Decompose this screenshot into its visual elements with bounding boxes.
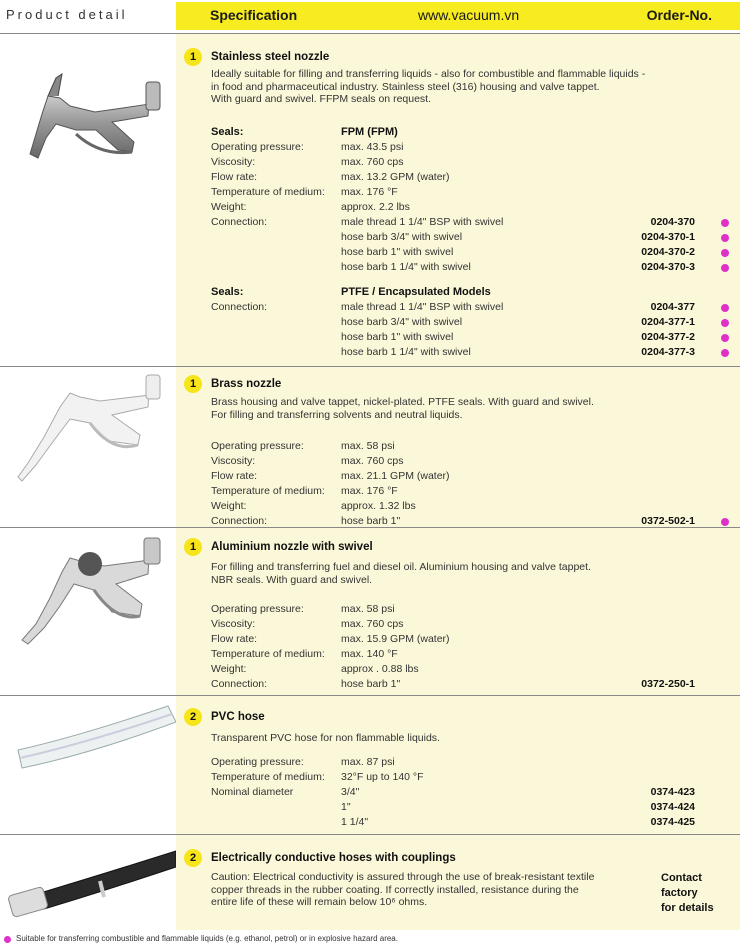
spec-label: Viscosity: [211, 618, 256, 630]
spec-label: Nominal diameter [211, 786, 294, 798]
order-number: 0372-502-1 [641, 515, 695, 527]
spec-label: Temperature of medium: [211, 186, 325, 198]
pvc-hose-image [0, 696, 176, 834]
spec-label: Temperature of medium: [211, 648, 325, 660]
section-conductive-hoses [176, 835, 740, 930]
spec-value: max. 140 °F [341, 648, 398, 660]
spec-row [211, 346, 731, 361]
spec-value: hose barb 1" with swivel [341, 246, 454, 258]
spec-label: Connection: [211, 301, 268, 313]
product-description: Brass housing and valve tappet, nickel-plated. PTFE seals. With guard and swivel. For filling and transferring solvents and neutral liquids. [211, 396, 594, 421]
spec-label: Seals: [211, 286, 244, 298]
stainless-nozzle-icon [0, 34, 176, 366]
spec-label: Connection: [211, 678, 268, 690]
brass-nozzle-image [0, 367, 176, 527]
flammable-dot-icon [721, 518, 729, 526]
spec-label: Viscosity: [211, 156, 256, 168]
conductive-hose-image [0, 835, 176, 930]
section-stainless-steel-nozzle [176, 34, 740, 366]
spec-label: Operating pressure: [211, 141, 304, 153]
spec-row [211, 633, 731, 648]
spec-label: Connection: [211, 515, 268, 527]
spec-label: Viscosity: [211, 455, 256, 467]
spec-value: hose barb 1" with swivel [341, 331, 454, 343]
flammable-dot-icon [721, 234, 729, 242]
spec-row [211, 331, 731, 346]
aluminium-nozzle-image [0, 528, 176, 695]
spec-label: Operating pressure: [211, 440, 304, 452]
spec-row [211, 216, 731, 231]
spec-label: Connection: [211, 216, 268, 228]
spec-row [211, 301, 731, 316]
spec-value: max. 87 psi [341, 756, 395, 768]
spec-value: max. 58 psi [341, 603, 395, 615]
product-description: Ideally suitable for filling and transferring liquids - also for combustible and flammable liquids - in food and pharmaceutical industry. Stainless steel (316) housing and valve tappet. With guard and swivel. FFPM seals on request. [211, 68, 646, 105]
spec-value: max. 760 cps [341, 455, 404, 467]
spec-row [211, 816, 731, 831]
spec-value: max. 13.2 GPM (water) [341, 171, 450, 183]
spec-value: hose barb 1" [341, 515, 401, 527]
spec-row [211, 261, 731, 276]
order-number: 0204-370-3 [641, 261, 695, 273]
product-description: Caution: Electrical conductivity is assured through the use of break-resistant textile copper threads in the rubber coating. If correctly installed, resistance during the entire life of these will remain below 10⁶ ohms. [211, 871, 595, 908]
spec-row [211, 485, 731, 500]
spec-row [211, 455, 731, 470]
order-number: 0204-377 [650, 301, 695, 313]
spec-value: hose barb 1" [341, 678, 401, 690]
spec-row [211, 801, 731, 816]
spec-label: Temperature of medium: [211, 771, 325, 783]
product-title: Aluminium nozzle with swivel [211, 541, 373, 553]
website-link[interactable]: www.vacuum.vn [418, 7, 520, 23]
spec-row [211, 756, 731, 771]
product-detail-label: Product detail [6, 7, 128, 22]
spec-row [211, 126, 731, 141]
header [0, 0, 740, 32]
product-title: Electrically conductive hoses with couplings [211, 852, 456, 864]
spec-value: 3/4" [341, 786, 360, 798]
order-no-label: Order-No. [646, 7, 712, 23]
flammable-dot-icon [721, 264, 729, 272]
spec-row [211, 603, 731, 618]
spec-row [211, 470, 731, 485]
header-bar [176, 2, 740, 30]
header-product-detail [0, 0, 176, 32]
spec-value: 1" [341, 801, 351, 813]
spec-row [211, 141, 731, 156]
order-number: 0374-425 [650, 816, 695, 828]
spec-value: max. 15.9 GPM (water) [341, 633, 450, 645]
spec-row [211, 648, 731, 663]
spec-row [211, 286, 731, 301]
spec-label: Weight: [211, 201, 247, 213]
product-title: Brass nozzle [211, 378, 282, 390]
order-number: 0372-250-1 [641, 678, 695, 690]
category-badge: 1 [184, 538, 202, 556]
spec-row [211, 663, 731, 678]
spec-label: Flow rate: [211, 633, 258, 645]
conductive-hose-icon [0, 835, 176, 930]
spec-row [211, 316, 731, 331]
category-badge: 1 [184, 48, 202, 66]
product-description: For filling and transferring fuel and diesel oil. Aluminium housing and valve tappet. NBR seals. With guard and swivel. [211, 561, 591, 586]
spec-row [211, 500, 731, 515]
spec-value: hose barb 3/4" with swivel [341, 316, 463, 328]
section-aluminium-nozzle [176, 528, 740, 695]
spec-value: 1 1/4" [341, 816, 369, 828]
spec-value: max. 21.1 GPM (water) [341, 470, 450, 482]
order-number: 0374-424 [650, 801, 695, 813]
spec-value: max. 43.5 psi [341, 141, 404, 153]
spec-value: hose barb 1 1/4" with swivel [341, 261, 471, 273]
spec-row [211, 231, 731, 246]
spec-value: max. 176 °F [341, 485, 398, 497]
spec-value: 32°F up to 140 °F [341, 771, 424, 783]
spec-row [211, 678, 731, 693]
order-number: 0204-370-1 [641, 231, 695, 243]
spec-label: Flow rate: [211, 470, 258, 482]
brass-nozzle-icon [0, 367, 176, 527]
specification-label: Specification [210, 7, 298, 23]
spec-label: Flow rate: [211, 171, 258, 183]
flammable-dot-icon [4, 936, 11, 943]
spec-row [211, 201, 731, 216]
spec-label: Weight: [211, 663, 247, 675]
section-pvc-hose [176, 696, 740, 834]
spec-row [211, 171, 731, 186]
spec-value: hose barb 1 1/4" with swivel [341, 346, 471, 358]
product-title: PVC hose [211, 711, 265, 723]
section-brass-nozzle [176, 367, 740, 527]
order-number: 0204-377-2 [641, 331, 695, 343]
category-badge: 1 [184, 375, 202, 393]
spec-value: approx. 2.2 lbs [341, 201, 410, 213]
spec-value: hose barb 3/4" with swivel [341, 231, 463, 243]
spec-row [211, 246, 731, 261]
spec-value: PTFE / Encapsulated Models [341, 286, 491, 298]
product-description: Transparent PVC hose for non flammable liquids. [211, 732, 440, 744]
order-number: 0204-370 [650, 216, 695, 228]
spec-label: Operating pressure: [211, 756, 304, 768]
flammable-dot-icon [721, 334, 729, 342]
aluminium-nozzle-icon [0, 528, 176, 695]
spec-value: male thread 1 1/4" BSP with swivel [341, 301, 504, 313]
spec-value: male thread 1 1/4" BSP with swivel [341, 216, 504, 228]
spec-row [211, 156, 731, 171]
product-title: Stainless steel nozzle [211, 51, 330, 63]
spec-label: Seals: [211, 126, 244, 138]
order-number: 0374-423 [650, 786, 695, 798]
spec-value: FPM (FPM) [341, 126, 398, 138]
spec-label: Operating pressure: [211, 603, 304, 615]
spec-value: max. 760 cps [341, 618, 404, 630]
flammable-dot-icon [721, 249, 729, 257]
spec-value: approx. 1.32 lbs [341, 500, 416, 512]
flammable-dot-icon [721, 349, 729, 357]
spec-label: Temperature of medium: [211, 485, 325, 497]
spec-row [211, 618, 731, 633]
spec-value: max. 176 °F [341, 186, 398, 198]
spec-value: approx . 0.88 lbs [341, 663, 419, 675]
flammable-dot-icon [721, 304, 729, 312]
contact-factory-note: Contact factory for details [661, 872, 714, 914]
spec-value: max. 760 cps [341, 156, 404, 168]
spec-row [211, 440, 731, 455]
category-badge: 2 [184, 849, 202, 867]
flammable-dot-icon [721, 219, 729, 227]
stainless-nozzle-image [0, 34, 176, 366]
order-number: 0204-377-3 [641, 346, 695, 358]
spec-row [211, 771, 731, 786]
spec-row [211, 786, 731, 801]
spec-label: Weight: [211, 500, 247, 512]
spec-row [211, 186, 731, 201]
category-badge: 2 [184, 708, 202, 726]
flammable-dot-icon [721, 319, 729, 327]
footer-note: Suitable for transferring combustible and flammable liquids (e.g. ethanol, petrol) or in explosive hazard area. [0, 932, 740, 948]
spec-value: max. 58 psi [341, 440, 395, 452]
order-number: 0204-370-2 [641, 246, 695, 258]
order-number: 0204-377-1 [641, 316, 695, 328]
pvc-hose-icon [0, 696, 176, 834]
